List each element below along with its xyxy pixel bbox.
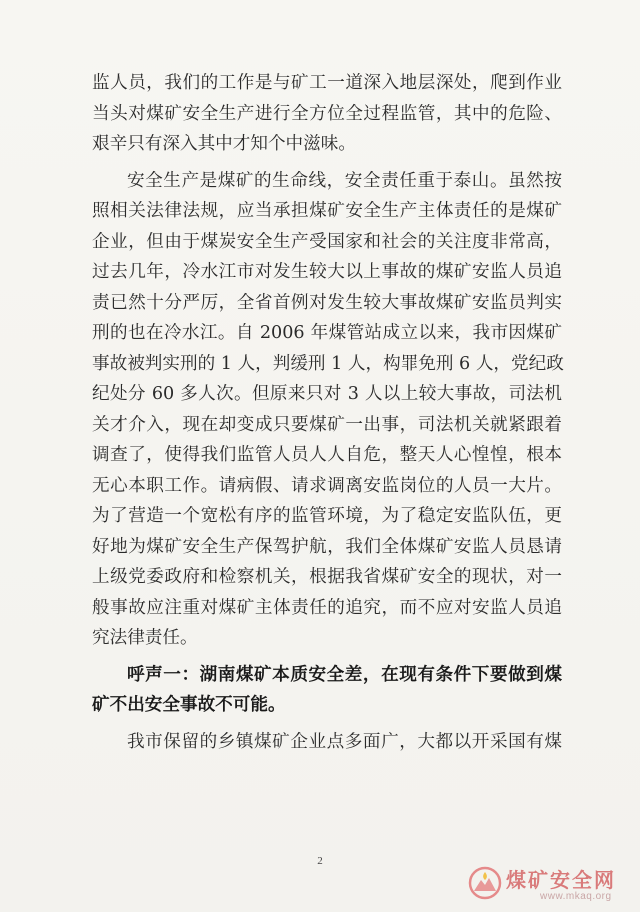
paragraph-line: 艰辛只有深入其中才知个中滋味。 xyxy=(92,134,356,154)
paragraph-line: 好地为煤矿安全生产保驾护航，我们全体煤矿安监人员恳请 xyxy=(92,536,562,557)
paragraph-line: 企业，但由于煤炭安全生产受国家和社会的关注度非常高， xyxy=(92,231,562,252)
paragraph-line: 无心本职工作。请病假、请求调离安监岗位的人员一大片。 xyxy=(92,475,562,496)
section-heading-1 xyxy=(92,660,562,721)
heading-line: 矿不出安全事故不可能。 xyxy=(92,694,286,715)
site-watermark xyxy=(468,864,638,910)
paragraph-line: 为了营造一个宽松有序的监管环境，为了稳定安监队伍，更 xyxy=(92,506,562,526)
paragraph-line: 安全生产是煤矿的生命线，安全责任重于泰山。虽然按 xyxy=(127,170,562,191)
mountain-flame-logo-icon xyxy=(468,866,502,900)
paragraph-1 xyxy=(92,68,562,160)
page-number: 2 xyxy=(317,855,323,867)
paragraph-line: 纪处分 60 多人次。但原来只对 3 人以上较大事故，司法机 xyxy=(92,384,562,404)
paragraph-2 xyxy=(92,166,562,654)
document-body xyxy=(92,68,562,757)
paragraph-line: 当头对煤矿安全生产进行全方位全过程监管，其中的危险、 xyxy=(92,103,562,124)
paragraph-line: 监人员，我们的工作是与矿工一道深入地层深处，爬到作业 xyxy=(92,73,562,93)
paragraph-line: 照相关法律法规，应当承担煤矿安全生产主体责任的是煤矿 xyxy=(92,201,562,221)
paragraph-line: 关才介入，现在却变成只要煤矿一出事，司法机关就紧跟着 xyxy=(92,414,562,435)
paragraph-line: 责已然十分严厉，全省首例对发生较大事故煤矿安监员判实 xyxy=(92,292,562,313)
paragraph-3 xyxy=(92,727,562,758)
watermark-title: 煤矿安全网 xyxy=(506,868,616,892)
paragraph-line: 过去几年，冷水江市对发生较大以上事故的煤矿安监人员追 xyxy=(92,262,562,282)
paragraph-line: 刑的也在冷水江。自 2006 年煤管站成立以来，我市因煤矿 xyxy=(92,323,562,343)
paragraph-line: 上级党委政府和检察机关，根据我省煤矿安全的现状，对一 xyxy=(92,567,562,587)
paragraph-line: 究法律责任。 xyxy=(92,628,198,648)
paragraph-line: 我市保留的乡镇煤矿企业点多面广，大都以开采国有煤 xyxy=(127,731,562,752)
watermark-url: www.mkaq.org xyxy=(540,891,612,902)
paragraph-line: 般事故应注重对煤矿主体责任的追究，而不应对安监人员追 xyxy=(92,597,562,618)
paragraph-line: 事故被判实刑的 1 人，判缓刑 1 人，构罪免刑 6 人，党纪政 xyxy=(92,353,564,374)
heading-line: 呼声一：湖南煤矿本质安全差，在现有条件下要做到煤 xyxy=(127,663,562,685)
paragraph-line: 调查了，使得我们监管人员人人自危，整天人心惶惶，根本 xyxy=(92,445,562,465)
